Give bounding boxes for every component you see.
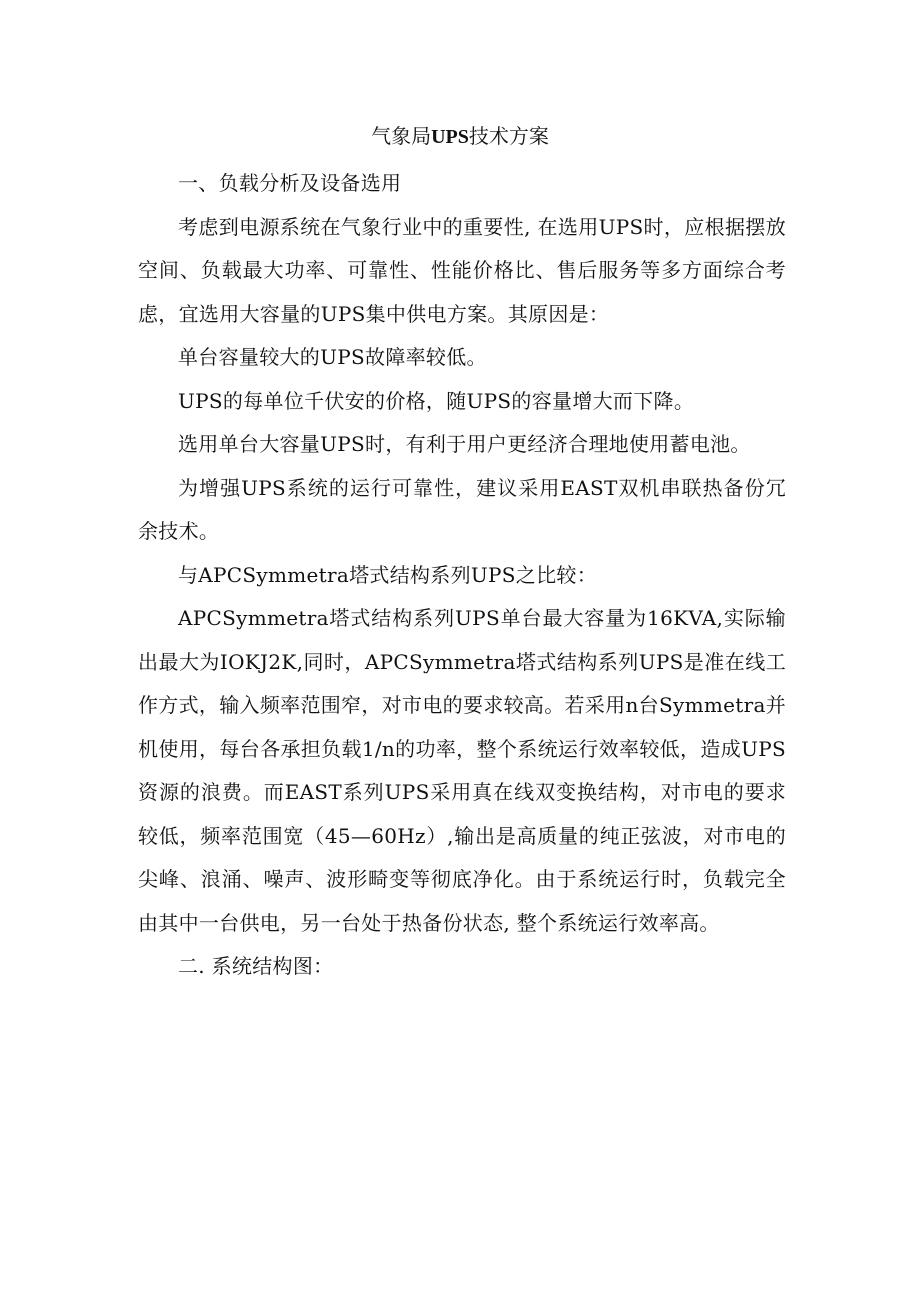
title-bold: UPS — [431, 126, 469, 148]
title-suffix: 技术方案 — [468, 124, 549, 148]
paragraph-comparison-heading: 与APCSymmetra塔式结构系列UPS之比较： — [178, 562, 598, 587]
paragraph-reason-1: 单台容量较大的UPS故障率较低。 — [178, 345, 487, 369]
paragraph-recommendation: 为增强UPS系统的运行可靠性，建议采用EAST双机串联热备份冗余技术。 — [138, 475, 786, 543]
section-heading-1: 一、负载分析及设备选用 — [178, 171, 402, 195]
document-title — [0, 120, 920, 153]
paragraph-reason-2: UPS的每单位千伏安的价格，随UPS的容量增大而下降。 — [178, 388, 695, 413]
document-body — [138, 162, 786, 989]
paragraph-comparison: APCSymmetra塔式结构系列UPS单台最大容量为16KVA,实际输出最大为IOKJ2K,同时，APCSymmetra塔式结构系列UPS是准在线工作方式，输入频率范围窄，对市电的要求较高。若采用n台Symmetra并机使用，每台各承担负载1/n的功率，整个系统运行效率较低，造成UPS资源的浪费。而EAST系列UPS采用真在线双变换结构，对市电的要求较低，频率范围宽（45—60Hz）,输出是高质量的纯正弦波，对市电的尖峰、浪涌、噪声、波形畸变等彻底净化。由于系统运行时，负载完全由其中一台供电，另一台处于热备份状态, 整个系统运行效率高。 — [138, 606, 786, 935]
paragraph-reason-3: 选用单台大容量UPS时，有利于用户更经济合理地使用蓄电池。 — [178, 432, 751, 456]
paragraph-intro: 考虑到电源系统在气象行业中的重要性, 在选用UPS时，应根据摆放空间、负载最大功率、可靠性、性能价格比、售后服务等多方面综合考虑，宜选用大容量的UPS集中供电方案。其原因是： — [138, 214, 786, 326]
title-prefix: 气象局 — [371, 124, 432, 148]
section-heading-2: 二. 系统结构图： — [178, 954, 334, 978]
